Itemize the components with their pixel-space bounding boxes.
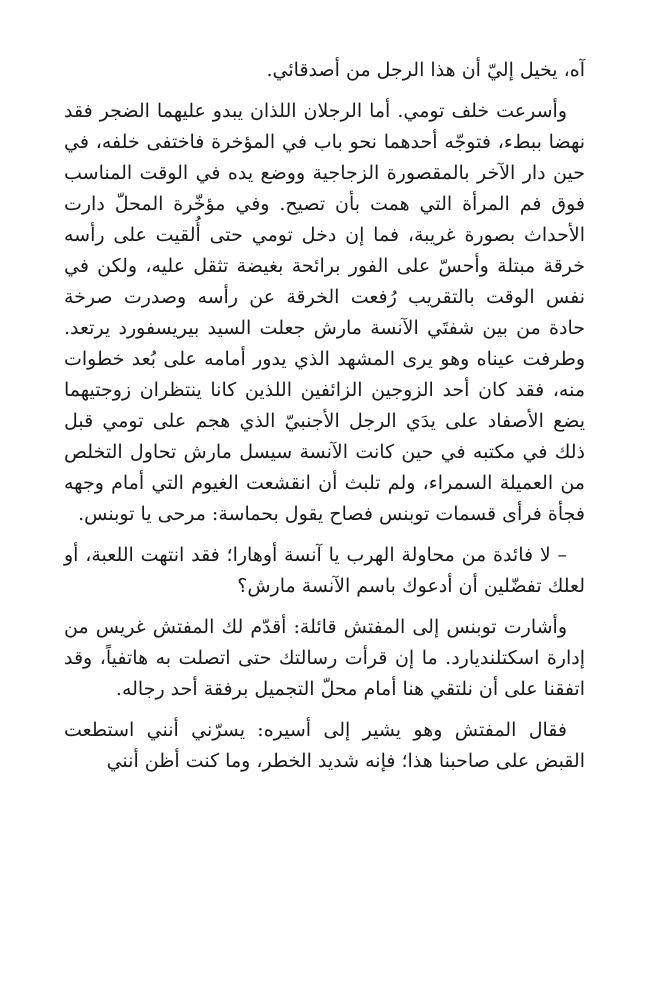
paragraph-3: – لا فائدة من محاولة الهرب يا آنسة أوهارا؛ فقد انتهت اللعبة، أو لعلك تفضّلين أن أدعوك باسم الآنسة مارش؟ xyxy=(64,544,585,597)
paragraph-1: آه، يخيل إليّ أن هذا الرجل من أصدقائي. xyxy=(266,59,585,81)
paragraph-5: فقال المفتش وهو يشير إلى أسيره: يسرّني أنني استطعت القبض على صاحبنا هذا؛ فإنه شديد الخطر، وما كنت أظن أنني xyxy=(64,719,585,772)
paragraph-4: وأشارت توبنس إلى المفتش قائلة: أقدّم لك المفتش غريس من إدارة اسكتلنديارد. ما إن قرأت رسالتك حتى اتصلت به هاتفياً، وقد اتفقنا على أن نلتقي هنا أمام محلّ التجميل برفقة أحد رجاله. xyxy=(64,616,585,700)
paragraph-2: وأسرعت خلف تومي. أما الرجلان اللذان يبدو عليهما الضجر فقد نهضا ببطء، فتوجّه أحدهما نحو باب في المؤخرة فاختفى خلفه، في حين دار الآخر بالمقصورة الزجاجية ووضع يده في الوقت المناسب فوق فم المرأة التي همت بأن تصيح. وفي مؤخّرة المحلّ دارت الأحداث بصورة غريبة، فما إن دخل تومي حتى أُلقيت على رأسه خرقة مبتلة وأحسّ على الفور برائحة بغيضة تثقل عليه، ولكن في نفس الوقت بالتقريب رُفعت الخرقة عن رأسه وصدرت صرخة حادة من بين شفتَي الآنسة مارش جعلت السيد بيريسفورد يرتعد. وطرفت عيناه وهو يرى المشهد الذي يدور أمامه على بُعد خطوات منه، فقد كان أحد الزوجين الزائفين اللذين كانا ينتظران زوجتيهما يضع الأصفاد على يدَي الرجل الأجنبيّ الذي هجم على تومي قبل ذلك في مكتبه في حين كانت الآنسة سيسل مارش تحاول التخلص من العميلة السمراء، ولم تلبث أن انقشعت الغيوم التي أمام وجهه فجأة فرأى قسمات توبنس فصاح يقول بحماسة: مرحى يا توبنس. xyxy=(64,100,585,525)
